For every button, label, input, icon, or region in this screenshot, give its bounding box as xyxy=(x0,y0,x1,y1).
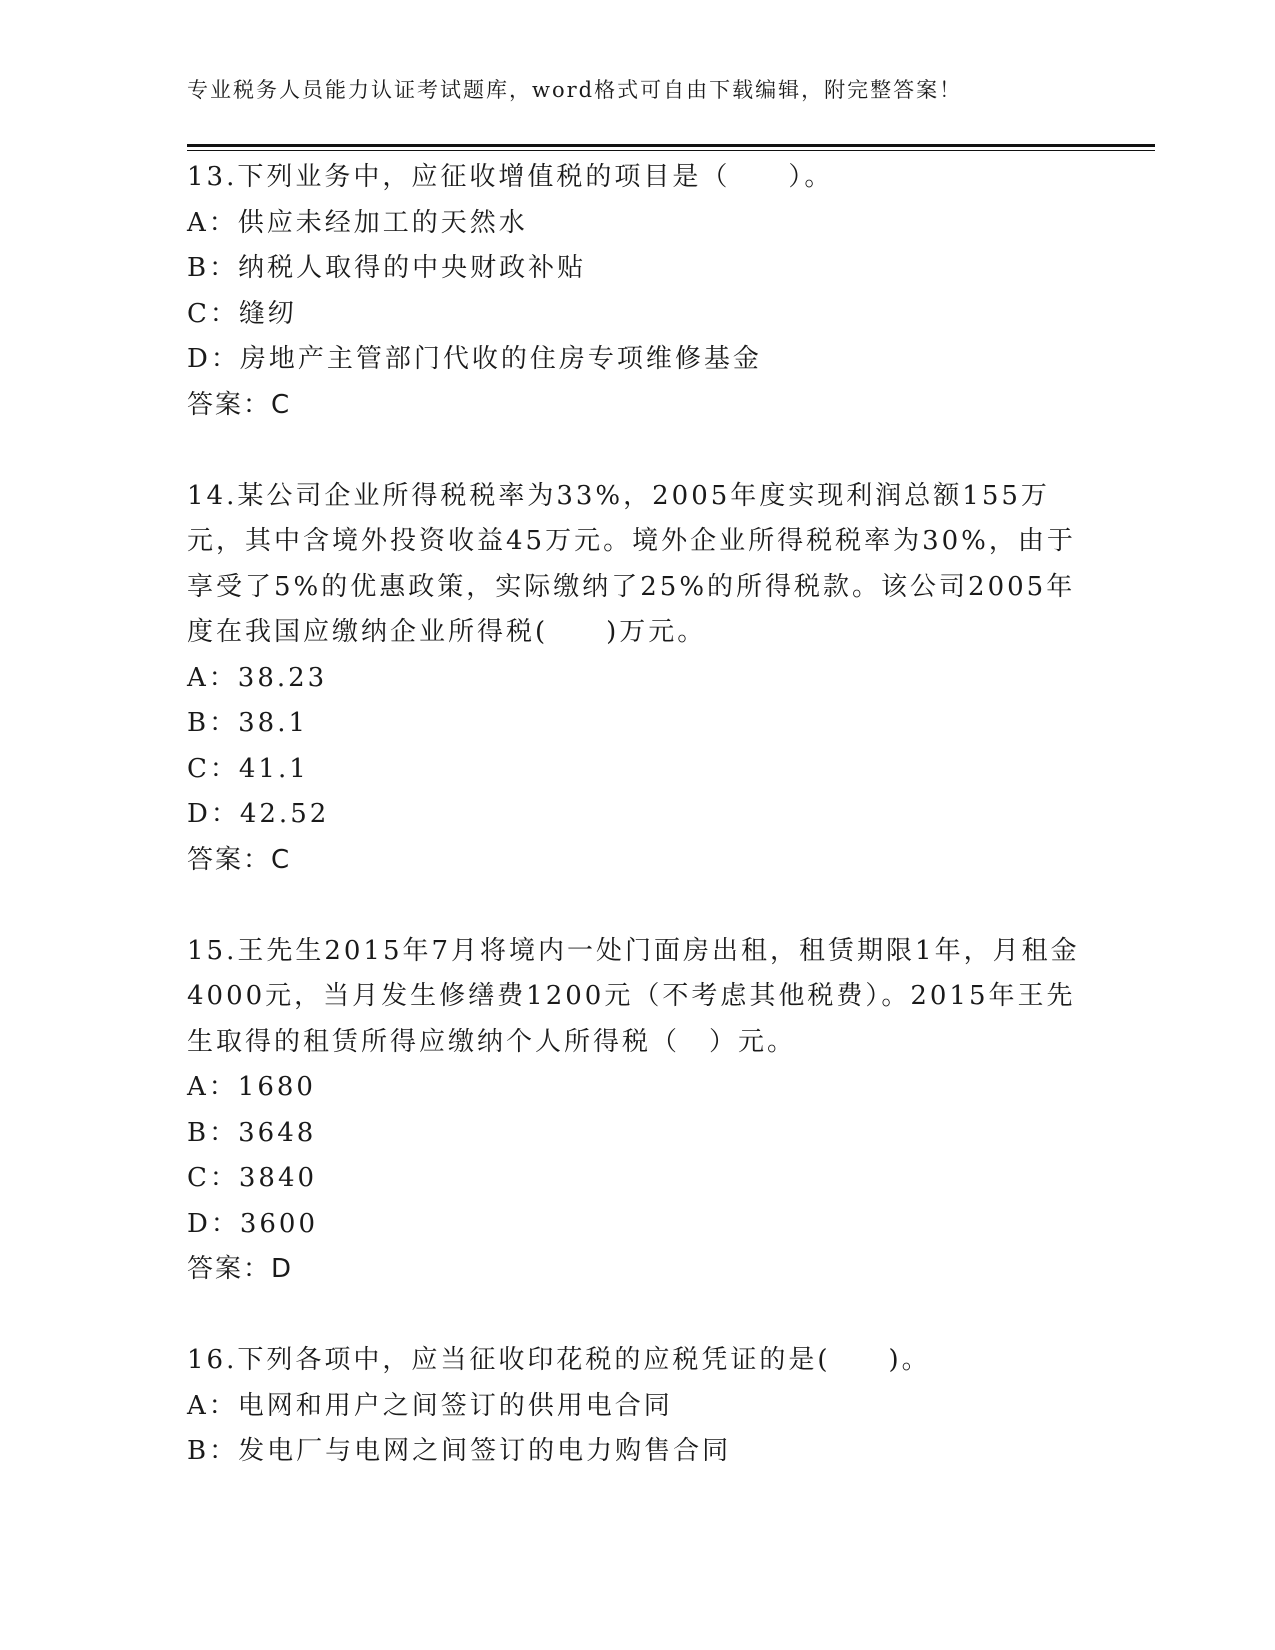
question-stem: 15.王先生2015年7月将境内一处门面房出租，租赁期限1年，月租金4000元，当月发生修缮费1200元（不考虑其他税费）。2015年王先生取得的租赁所得应缴纳个人所得税（ ）元。 xyxy=(187,935,1080,1057)
question-13 xyxy=(187,155,1087,428)
question-spacer xyxy=(187,1293,1087,1339)
page-header: 专业税务人员能力认证考试题库，word格式可自由下载编辑，附完整答案！ xyxy=(187,78,963,102)
question-14 xyxy=(187,474,1087,884)
option-a: A：供应未经加工的天然水 xyxy=(187,207,528,238)
question-list xyxy=(187,155,1087,1475)
question-16 xyxy=(187,1338,1087,1475)
question-stem: 13.下列业务中，应征收增值税的项目是（ ）。 xyxy=(187,162,834,192)
question-stem: 14.某公司企业所得税税率为33%，2005年度实现利润总额155万元，其中含境外投资收益45万元。境外企业所得税税率为30%，由于享受了5%的优惠政策，实际缴纳了25%的所得税款。该公司2005年度在我国应缴纳企业所得税( )万元。 xyxy=(187,480,1076,647)
answer-line: 答案：C xyxy=(187,844,292,875)
question-spacer xyxy=(187,883,1087,929)
option-c: C：3840 xyxy=(187,1163,318,1193)
option-d: D：房地产主管部门代收的住房专项维修基金 xyxy=(187,344,762,374)
option-d: D：42.52 xyxy=(187,799,330,829)
option-c: C：缝纫 xyxy=(187,298,297,329)
header-rule-thick xyxy=(187,144,1155,147)
option-b: B：发电厂与电网之间签订的电力购售合同 xyxy=(187,1436,732,1466)
option-b: B：3648 xyxy=(187,1117,317,1148)
option-a: A：电网和用户之间签订的供用电合同 xyxy=(187,1390,673,1421)
question-spacer xyxy=(187,428,1087,474)
answer-line: 答案：C xyxy=(187,389,292,420)
answer-line: 答案：D xyxy=(187,1254,294,1284)
question-stem: 16.下列各项中，应当征收印花税的应税凭证的是( )。 xyxy=(187,1345,931,1375)
option-c: C：41.1 xyxy=(187,753,309,784)
header-rule-thin xyxy=(187,150,1155,151)
option-a: A：38.23 xyxy=(187,662,328,693)
question-15 xyxy=(187,929,1087,1293)
option-b: B：纳税人取得的中央财政补贴 xyxy=(187,253,587,283)
option-a: A：1680 xyxy=(187,1072,316,1102)
option-b: B：38.1 xyxy=(187,708,308,738)
option-d: D：3600 xyxy=(187,1208,319,1239)
